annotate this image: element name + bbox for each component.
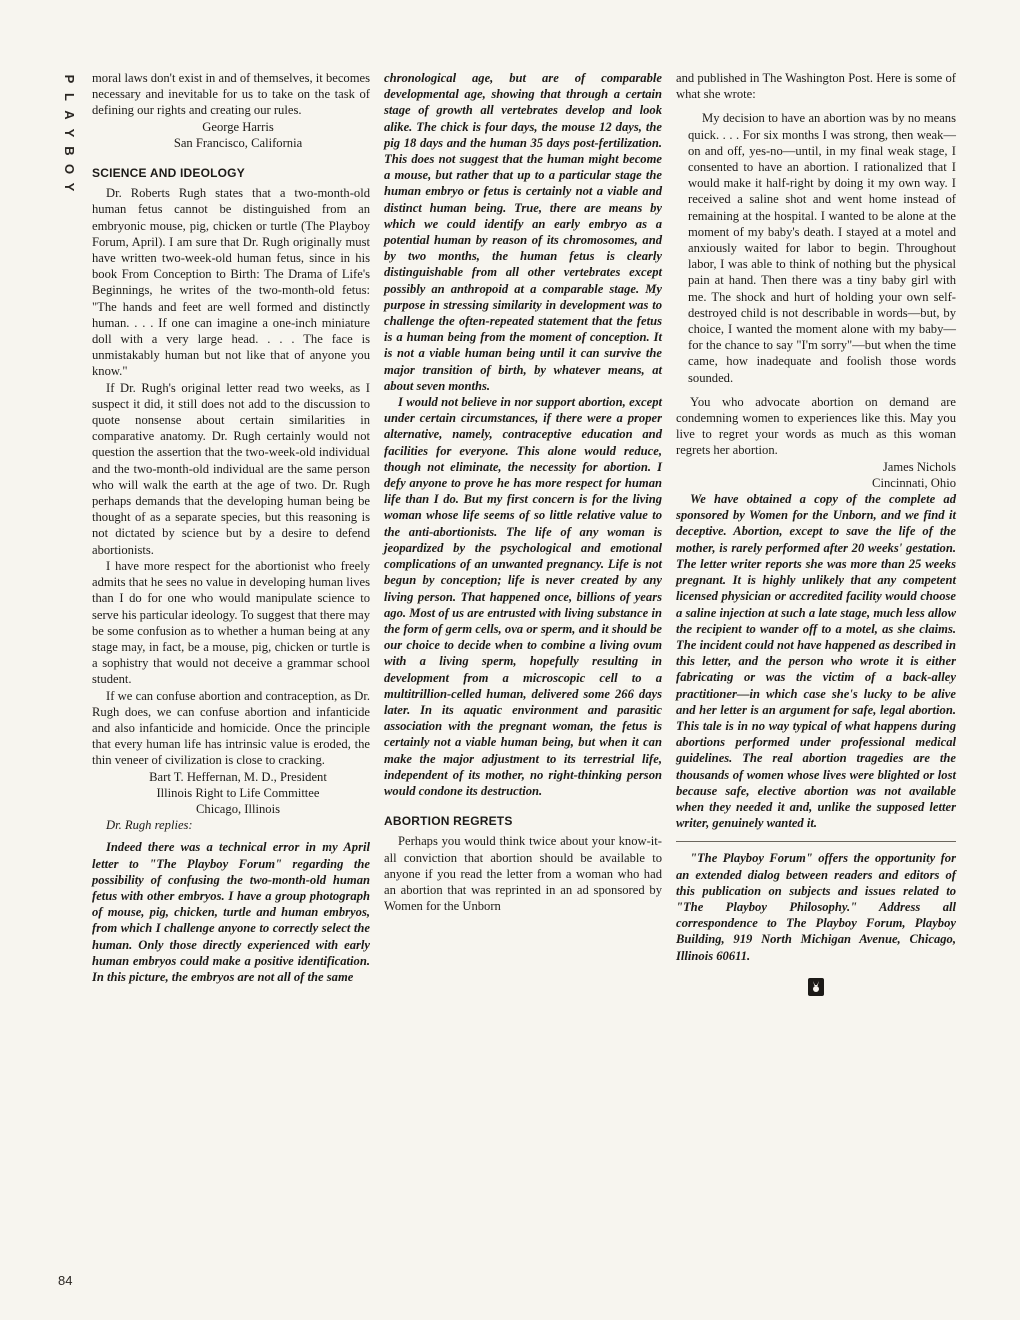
signature-org: Illinois Right to Life Committee [156, 785, 320, 800]
reply-label: Dr. Rugh replies: [106, 818, 193, 833]
signature-name: James Nichols [882, 459, 956, 474]
letter-paragraph: and published in The Washington Post. Here is some of what she wrote: [676, 71, 956, 102]
signature-place: Chicago, Illinois [196, 801, 280, 816]
section-heading: SCIENCE AND IDEOLOGY [92, 166, 245, 181]
signature-name: George Harris [202, 119, 274, 134]
quote-paragraph: My decision to have an abortion was by no means quick. . . . For six months I was strong, then weak—on and off, yes-no—until, in my final weak stage, I consented to have an abortion. I rationalized that I would make it half-right by doing it my own way. I received a saline shot and went home instead of remaining at the hospital. I wanted to be alone at the moment of my baby's death. I stayed at a motel and anxiously waited for labor to begin. Throughout labor, I was able to think of nothing but the physical pain at hand. Then there was a tiny baby girl with me. The shock and hurt of holding your own self-destroyed child is not describable in words—but, by choice, I wanted the moment alone with my baby—for the chance to say "I'm sorry"—but when the time came, how inadequate and foolish those words sounded. [688, 111, 956, 385]
letter-continuation: moral laws don't exist in and of themselves, it becomes necessary and inevitable for us to take on the task of defining our rights and creating our rules. [92, 71, 370, 118]
signature-name: Bart T. Heffernan, M. D., President [149, 769, 327, 784]
letter-paragraph: If we can confuse abortion and contraception, as Dr. Rugh does, we can confuse abortion and infanticide and also infanticide and homicide. Once the principle that every human life has intrinsic value is eroded, the thin veneer of civilization is close to cracking. [92, 688, 370, 768]
editor-reply: We have obtained a copy of the complete ad sponsored by Women for the Unborn, and we find it deceptive. Abortion, except to save the life of the mother, is rarely performed after 20 weeks' gestation. The letter writer reports she was more than 25 weeks pregnant. It is highly unlikely that any competent licensed physician or accredited facility would choose a saline injection at such a late stage, much less allow the recipient to wander off to a motel, as she claims. The incident could not have happened as described in this letter, and the person who wrote it is either fabricating or was the victim of a back-alley practitioner—in which case she's lucky to be alive and her letter is an argument for safe, legal abortion. This tale is in no way typical of what happens during abortions performed under professional medical guidelines. The real abortion tragedies are the thousands of women whose lives were blighted or lost because safe, elective abortion was not available when they needed it and, unlike the supposed letter writer, genuinely wanted it. [676, 492, 956, 831]
letter-paragraph: I have more respect for the abortionist who freely admits that he sees no value in developing human lives than I do for one who would manipulate science to serve his particular ideology. To suggest that there may be some confusion as to whether a human being at any stage may, in fact, be a mouse, pig, chicken or turtle is a sophistry that would not deceive a grammar school student. [92, 558, 370, 687]
forum-note: "The Playboy Forum" offers the opportunity for an extended dialog between readers and editors of this publication on subjects and issues related to "The Playboy Philosophy." Address all correspondence to The Playboy Forum, Playboy Building, 919 North Michigan Avenue, Chicago, Illinois 60611. [676, 851, 956, 963]
reply-paragraph: I would not believe in nor support abortion, except under certain circumstances, if there were a proper alternative, namely, contraceptive education and facilities for everyone. This alone would reduce, though not eliminate, the necessity for abortion. I defy anyone to prove he has more respect for human life than I do. But my first concern is for the living woman whose life seems of so little relative value to the anti-abortionists. The life of any woman is jeopardized by the psychological and emotional complications of an unwanted pregnancy. Life is not begun by conception; life is never created by any living person. That happened once, billions of years ago. Most of us are entrusted with living substance in the form of germ cells, ova or sperm, and it should be our choice to decide when to combine a living ovum with a living sperm, hopefully resulting in development from a microscopic cell to a multitrillion-celled human, delivered some 266 days later. In its aquatic environment and parasitic association with the pregnant woman, the fetus is certainly not a viable human being, but when it can make the major adjustment to its terrestrial life, independent of its mother, no right-thinking person would condone its destruction. [384, 395, 662, 798]
quoted-letter [676, 110, 956, 385]
letter-paragraph: You who advocate abortion on demand are condemning women to experiences like this. May you live to regret your words as much as this woman regrets her abortion. [676, 394, 956, 458]
section-heading: ABORTION REGRETS [384, 814, 513, 829]
column-1 [92, 70, 370, 985]
letter-paragraph: Perhaps you would think twice about your know-it-all conviction that abortion should be available to anyone if you read the letter from a woman who had an abortion that was reprinted in an ad sponsored by Women for the Unborn [384, 834, 662, 914]
reply-paragraph: Indeed there was a technical error in my April letter to "The Playboy Forum" regarding the possibility of confusing the two-month-old human fetus with other embryos. I have a group photograph of mouse, pig, chicken, turtle and human embryos, from which I challenge anyone to correctly select the human. Only those directly experienced with early human embryos could make a positive identification. In this picture, the embryos are not all of the same [92, 840, 370, 984]
divider [676, 841, 956, 842]
letter-paragraph: Dr. Roberts Rugh states that a two-month-old human fetus cannot be distinguished from an embryonic mouse, pig, chicken or turtle (The Playboy Forum, April). I am sure that Dr. Rugh originally must have written two-week-old human fetus, since in his book From Conception to Birth: The Drama of Life's Beginnings, he writes of the two-month-old fetus: "The hands and feet are well formed and distinctly human. . . . If one can imagine a one-inch miniature doll with a very large head. . . . The face is unmistakably human but not like that of anyone you know." [92, 186, 370, 379]
column-2 [384, 70, 662, 914]
page-number: 84 [58, 1273, 73, 1288]
magazine-side-label: P L A Y B O Y [62, 74, 77, 192]
signature-place: San Francisco, California [173, 135, 303, 150]
signature-place: Cincinnati, Ohio [872, 475, 956, 490]
rabbit-head-icon [808, 978, 824, 996]
column-3 [676, 70, 956, 996]
reply-paragraph: chronological age, but are of comparable developmental age, showing that through a certain stage of growth all vertebrates develop and look alike. The chick is four days, the mouse 12 days, the pig 18 days and the human 35 days post-fertilization. This does not suggest that the human might become a mouse, but rather that up to a particular stage the human embryo or fetus is certainly not a viable and distinct human being. True, there are means by which we could identify an early embryo as a potential human by reason of its chromosomes, and by two months, the human fetus is clearly distinguishable from all other vertebrates except possibly an anthropoid at a comparable stage. My purpose in stressing similarity in development was to challenge the often-repeated statement that the fetus is a human being from the moment of conception. It is not a viable human being until it can survive the major transition of birth, by whatever means, at about seven months. [384, 71, 662, 393]
letter-paragraph: If Dr. Rugh's original letter read two weeks, as I suspect it did, it still does not add to the discussion to quote nonsense about certain similarities in comparative anatomy. Dr. Rugh certainly would not question the assertion that the two-week-old individual and the two-month-old individual are the same person who will walk the earth at the age of two. Dr. Rugh perhaps demands that the developing human being be thought of as a separate species, but this reasoning is not dictated by science but by a desire to defend abortionists. [92, 380, 370, 557]
